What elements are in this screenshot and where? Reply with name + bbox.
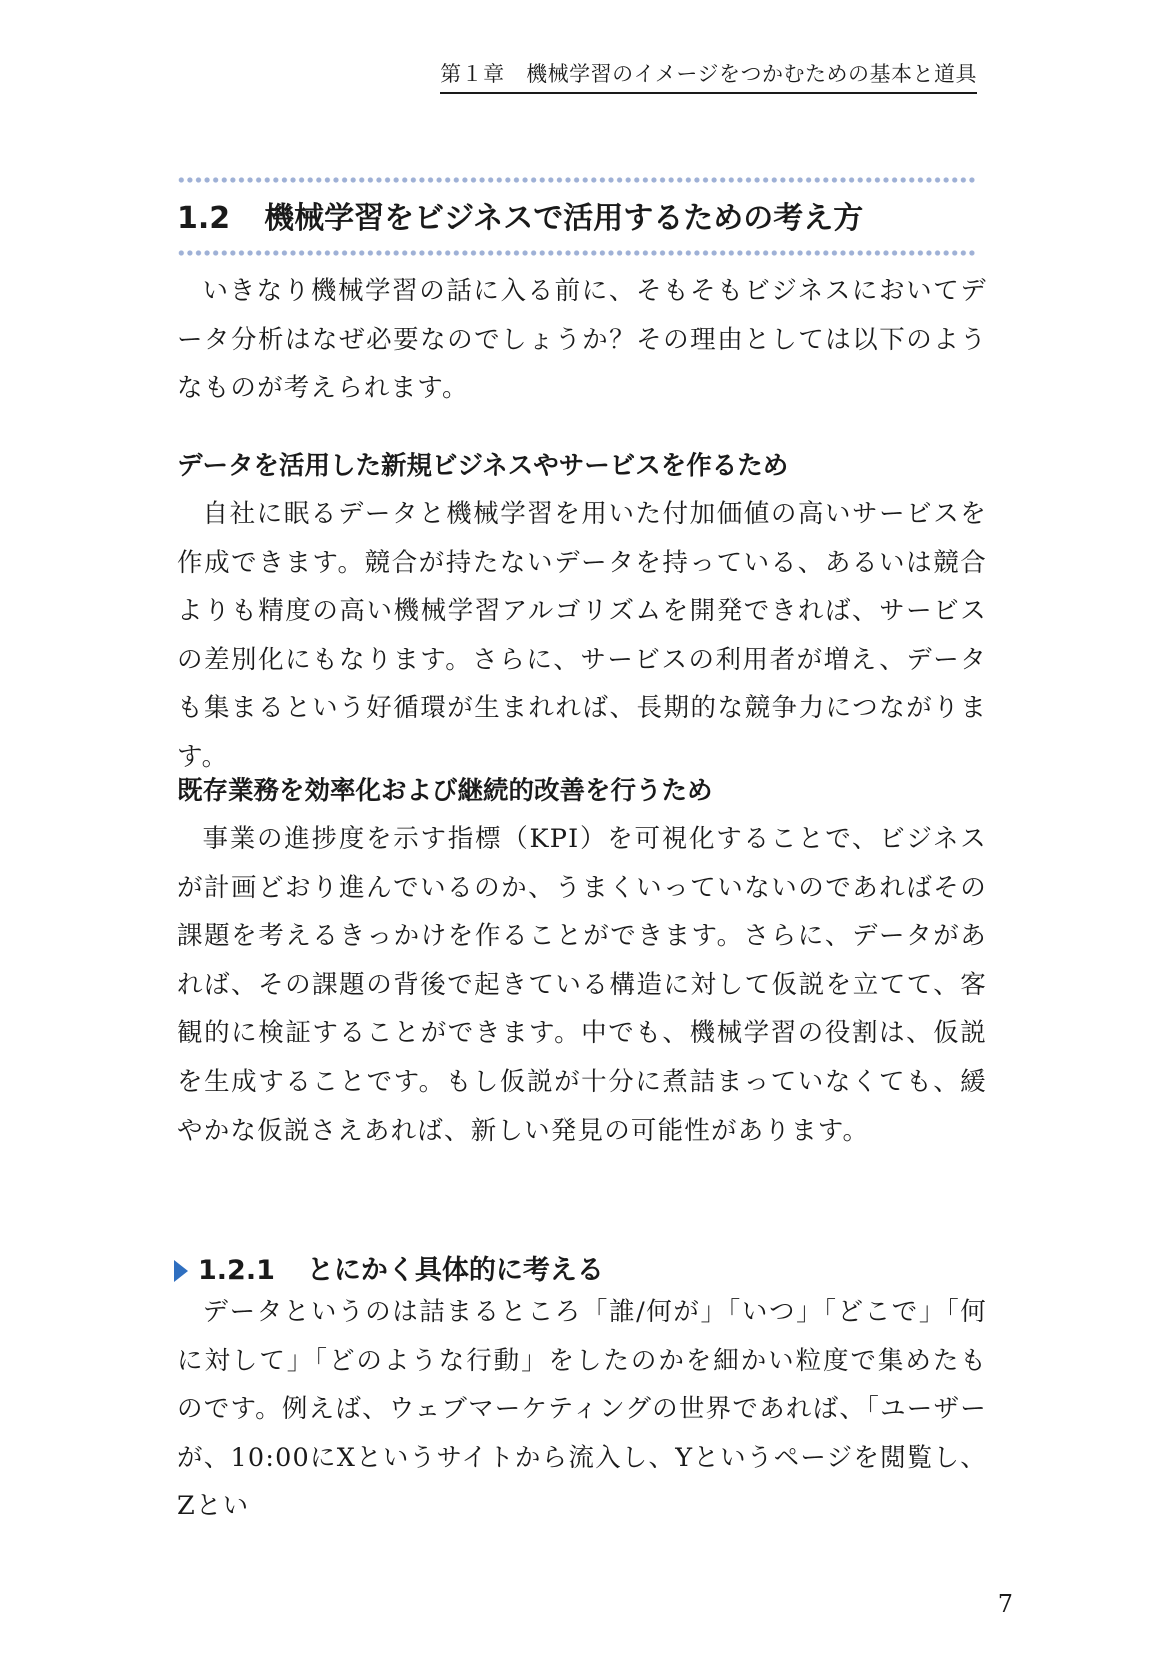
triangle-marker-icon [174,1260,188,1282]
section-divider-bottom [177,250,977,256]
running-header: 第１章 機械学習のイメージをつかむための基本と道具 [440,58,977,94]
intro-paragraph: いきなり機械学習の話に入る前に、そもそもビジネスにおいてデータ分析はなぜ必要なのでしょうか？その理由としては以下のようなものが考えられます。 [177,276,987,404]
point1-paragraph: 自社に眠るデータと機械学習を用いた付加価値の高いサービスを作成できます。競合が持たないデータを持っている、あるいは競合よりも精度の高い機械学習アルゴリズムを開発できれば、サービスの差別化にもなります。さらに、サービスの利用者が増え、データも集まるという好循環が生まれれば、長期的な競争力につながります。 [177,499,987,772]
section-heading [177,196,863,242]
subsection-heading [174,1250,604,1292]
section-divider-top [177,177,977,183]
point1-heading: データを活用した新規ビジネスやサービスを作るため [177,451,789,481]
point2-paragraph: 事業の進捗度を示す指標（KPI）を可視化することで、ビジネスが計画どおり進んでいるのか、うまくいっていないのであればその課題を考えるきっかけを作ることができます。さらに、データがあれば、その課題の背後で起きている構造に対して仮説を立てて、客観的に検証することができます。中でも、機械学習の役割は、仮説を生成することです。もし仮説が十分に煮詰まっていなくても、緩やかな仮説さえあれば、新しい発見の可能性があります。 [177,824,987,1146]
section-title: 機械学習をビジネスで活用するための考え方 [264,201,864,236]
subsection-number: 1.2.1 [198,1255,275,1286]
page-number: 7 [997,1590,1013,1618]
section-number: 1.2 [177,201,231,236]
subsection-paragraph: データというのは詰まるところ「誰/何が」「いつ」「どこで」「何に対して」「どのような行動」をしたのかを細かい粒度で集めたものです。例えば、ウェブマーケティングの世界であれば、「ユーザーが、10:00にXというサイトから流入し、Yというページを閲覧し、Zとい [177,1297,987,1522]
subsection-title: とにかく具体的に考える [306,1255,604,1286]
point2-heading: 既存業務を効率化および継続的改善を行うため [177,776,713,806]
